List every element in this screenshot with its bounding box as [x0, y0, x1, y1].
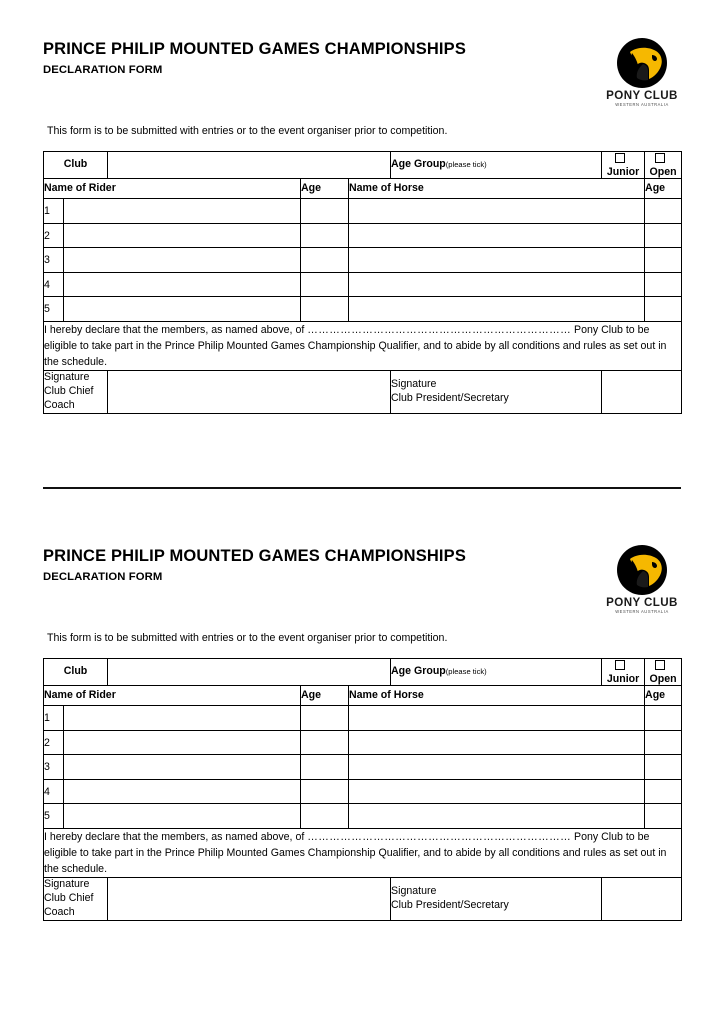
- age-group-open-option[interactable]: [645, 152, 682, 179]
- signature-word-right: Signature: [391, 378, 437, 391]
- age-group-label: Age Group: [391, 158, 446, 171]
- horse-age-input[interactable]: [645, 804, 682, 829]
- horse-name-input[interactable]: [349, 248, 645, 273]
- column-header-horse-age: Age: [645, 686, 682, 706]
- logo-region-text: WESTERN AUSTRALIA: [615, 609, 669, 615]
- table-row: [44, 248, 682, 273]
- row-number: 1: [44, 199, 64, 224]
- table-row: [44, 297, 682, 322]
- copy-separator-rule: [43, 487, 681, 489]
- junior-label: Junior: [606, 672, 640, 685]
- checkbox-icon-junior[interactable]: [615, 660, 625, 670]
- rider-age-input[interactable]: [301, 223, 349, 248]
- signature-row: [44, 878, 682, 921]
- table-row: [44, 779, 682, 804]
- rider-age-input[interactable]: [301, 804, 349, 829]
- row-number: 3: [44, 248, 64, 273]
- signature-role-left: Club Chief Coach: [44, 385, 94, 412]
- pony-club-logo: [603, 37, 681, 107]
- logo-wordmark: PONY CLUB: [606, 596, 678, 609]
- age-group-label-cell: [391, 659, 602, 686]
- table-row: [44, 199, 682, 224]
- table-row: [44, 223, 682, 248]
- checkbox-icon-open[interactable]: [655, 153, 665, 163]
- title-block: [43, 547, 563, 585]
- rider-table-header-row: [44, 179, 682, 199]
- rider-name-input[interactable]: [64, 804, 301, 829]
- horse-name-input[interactable]: [349, 272, 645, 297]
- club-name-input[interactable]: [108, 659, 391, 686]
- page-subtitle: DECLARATION FORM: [43, 63, 163, 76]
- club-label: Club: [44, 152, 108, 179]
- rider-age-input[interactable]: [301, 272, 349, 297]
- declaration-text-row: [44, 321, 682, 370]
- column-header-horse: Name of Horse: [349, 686, 645, 706]
- signature-role-left: Club Chief Coach: [44, 892, 94, 919]
- title-block: [43, 40, 563, 78]
- declaration-table: [43, 658, 682, 921]
- signature-word-left: Signature: [44, 371, 90, 384]
- rider-age-input[interactable]: [301, 706, 349, 731]
- horse-age-input[interactable]: [645, 779, 682, 804]
- checkbox-icon-open[interactable]: [655, 660, 665, 670]
- horse-name-input[interactable]: [349, 804, 645, 829]
- horse-name-input[interactable]: [349, 223, 645, 248]
- horse-name-input[interactable]: [349, 706, 645, 731]
- signature-label-chief-coach: [44, 371, 108, 414]
- pony-club-horse-head-icon: [616, 37, 668, 89]
- declaration-part2: Pony Club to be eligible to take part in the Prince Philip Mounted Games Championship Qualifier, and to abide by all conditions and rules as set out in the schedule.: [44, 323, 667, 368]
- table-row: [44, 272, 682, 297]
- rider-age-input[interactable]: [301, 779, 349, 804]
- table-row: [44, 755, 682, 780]
- age-group-open-option[interactable]: [645, 659, 682, 686]
- horse-age-input[interactable]: [645, 272, 682, 297]
- signature-row: [44, 371, 682, 414]
- table-row: [44, 706, 682, 731]
- signature-label-president-secretary: [391, 371, 602, 414]
- intro-instruction: This form is to be submitted with entries or to the event organiser prior to competition.: [47, 632, 448, 644]
- declaration-part1: I hereby declare that the members, as named above, of: [44, 323, 308, 336]
- rider-age-input[interactable]: [301, 755, 349, 780]
- signature-role-right: Club President/Secretary: [391, 392, 509, 405]
- rider-age-input[interactable]: [301, 730, 349, 755]
- club-agegroup-row: [44, 659, 682, 686]
- rider-age-input[interactable]: [301, 199, 349, 224]
- rider-name-input[interactable]: [64, 755, 301, 780]
- horse-name-input[interactable]: [349, 199, 645, 224]
- page-title: PRINCE PHILIP MOUNTED GAMES CHAMPIONSHIPS: [43, 40, 466, 58]
- pony-club-horse-head-icon: [616, 544, 668, 596]
- table-row: [44, 730, 682, 755]
- signature-word-left: Signature: [44, 878, 90, 891]
- declaration-table: [43, 151, 682, 414]
- horse-age-input[interactable]: [645, 297, 682, 322]
- horse-name-input[interactable]: [349, 779, 645, 804]
- signature-input-chief-coach[interactable]: [108, 878, 391, 921]
- horse-age-input[interactable]: [645, 755, 682, 780]
- column-header-rider: Name of Rider: [44, 686, 301, 706]
- rider-name-input[interactable]: [64, 730, 301, 755]
- horse-age-input[interactable]: [645, 706, 682, 731]
- horse-name-input[interactable]: [349, 730, 645, 755]
- column-header-rider-age: Age: [301, 686, 349, 706]
- signature-input-president-secretary[interactable]: [602, 878, 682, 921]
- declaration-part2: Pony Club to be eligible to take part in the Prince Philip Mounted Games Championship Qualifier, and to abide by all conditions and rules as set out in the schedule.: [44, 830, 667, 875]
- age-group-junior-option[interactable]: [602, 659, 645, 686]
- row-number: 4: [44, 272, 64, 297]
- rider-name-input[interactable]: [64, 272, 301, 297]
- signature-label-president-secretary: [391, 878, 602, 921]
- declaration-cell: [44, 321, 682, 370]
- table-row: [44, 804, 682, 829]
- form-header: [43, 40, 681, 112]
- open-label: Open: [649, 165, 677, 178]
- form-header: [43, 547, 681, 619]
- club-agegroup-row: [44, 152, 682, 179]
- signature-input-president-secretary[interactable]: [602, 371, 682, 414]
- row-number: 2: [44, 730, 64, 755]
- open-label: Open: [649, 672, 677, 685]
- declaration-part1: I hereby declare that the members, as named above, of: [44, 830, 308, 843]
- junior-label: Junior: [606, 165, 640, 178]
- declaration-form-copy-1: [43, 40, 681, 414]
- column-header-horse: Name of Horse: [349, 179, 645, 199]
- rider-age-input[interactable]: [301, 297, 349, 322]
- age-group-label: Age Group: [391, 665, 446, 678]
- pony-club-logo: [603, 544, 681, 614]
- column-header-rider: Name of Rider: [44, 179, 301, 199]
- horse-age-input[interactable]: [645, 223, 682, 248]
- age-group-hint: (please tick): [445, 160, 487, 170]
- column-header-rider-age: Age: [301, 179, 349, 199]
- rider-name-input[interactable]: [64, 706, 301, 731]
- page-title: PRINCE PHILIP MOUNTED GAMES CHAMPIONSHIPS: [43, 547, 466, 565]
- rider-name-input[interactable]: [64, 779, 301, 804]
- rider-name-input[interactable]: [64, 199, 301, 224]
- club-name-blank[interactable]: ………………………………………………………………: [307, 830, 572, 843]
- horse-age-input[interactable]: [645, 248, 682, 273]
- rider-name-input[interactable]: [64, 248, 301, 273]
- horse-age-input[interactable]: [645, 199, 682, 224]
- horse-age-input[interactable]: [645, 730, 682, 755]
- row-number: 5: [44, 804, 64, 829]
- signature-word-right: Signature: [391, 885, 437, 898]
- row-number: 4: [44, 779, 64, 804]
- horse-name-input[interactable]: [349, 755, 645, 780]
- signature-role-right: Club President/Secretary: [391, 899, 509, 912]
- rider-name-input[interactable]: [64, 297, 301, 322]
- checkbox-icon-junior[interactable]: [615, 153, 625, 163]
- declaration-cell: [44, 828, 682, 877]
- declaration-paragraph: [44, 829, 681, 877]
- row-number: 5: [44, 297, 64, 322]
- declaration-text-row: [44, 828, 682, 877]
- rider-name-input[interactable]: [64, 223, 301, 248]
- horse-name-input[interactable]: [349, 297, 645, 322]
- declaration-paragraph: [44, 322, 681, 370]
- signature-label-chief-coach: [44, 878, 108, 921]
- logo-region-text: WESTERN AUSTRALIA: [615, 102, 669, 108]
- row-number: 3: [44, 755, 64, 780]
- intro-instruction: This form is to be submitted with entries or to the event organiser prior to competition.: [47, 125, 448, 137]
- age-group-label-cell: [391, 152, 602, 179]
- column-header-horse-age: Age: [645, 179, 682, 199]
- age-group-junior-option[interactable]: [602, 152, 645, 179]
- page-subtitle: DECLARATION FORM: [43, 570, 163, 583]
- signature-input-chief-coach[interactable]: [108, 371, 391, 414]
- rider-table-header-row: [44, 686, 682, 706]
- row-number: 1: [44, 706, 64, 731]
- logo-wordmark: PONY CLUB: [606, 89, 678, 102]
- row-number: 2: [44, 223, 64, 248]
- rider-age-input[interactable]: [301, 248, 349, 273]
- club-name-input[interactable]: [108, 152, 391, 179]
- club-name-blank[interactable]: ………………………………………………………………: [307, 323, 572, 336]
- age-group-hint: (please tick): [445, 667, 487, 677]
- declaration-form-copy-2: [43, 547, 681, 921]
- club-label: Club: [44, 659, 108, 686]
